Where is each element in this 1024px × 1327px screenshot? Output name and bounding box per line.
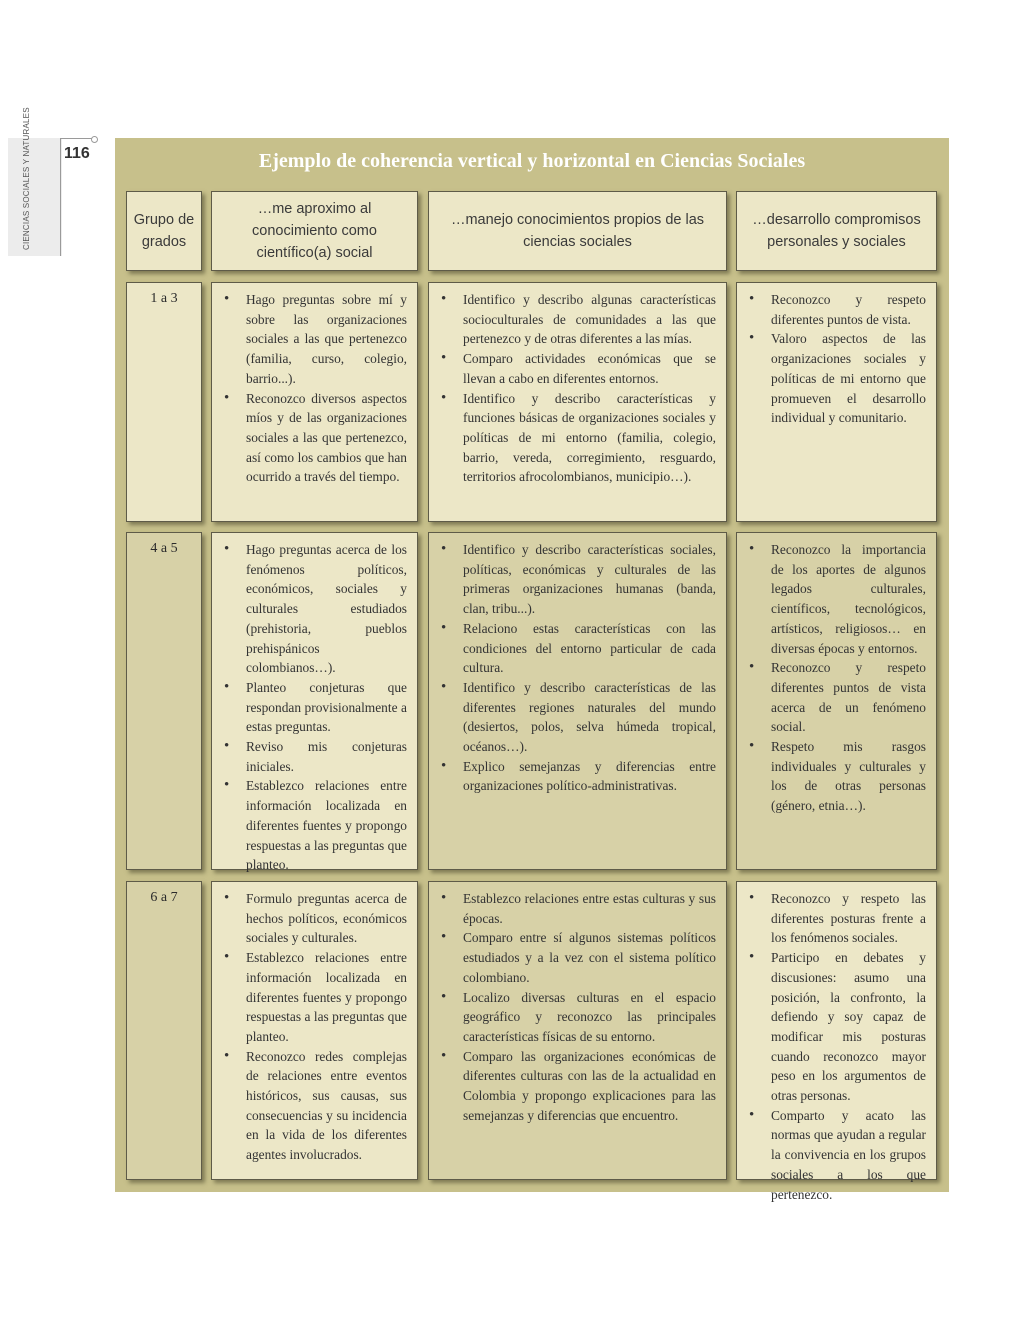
list-item: • Explico semejanzas y diferencias entre organizaciones político-administrativas. [441, 757, 716, 796]
list-item: • Reconozco y respeto diferentes puntos de vista acerca de un fenómeno social. [749, 658, 926, 737]
list-item: • Comparo las organizaciones económicas de diferentes culturas con las de la actualidad en Colombia y propongo explicaciones para las semejanzas y diferencias que encuentro. [441, 1047, 716, 1126]
list-item: • Reconozco y respeto las diferentes posturas frente a los fenómenos sociales. [749, 889, 926, 948]
list-item: • Participo en debates y discusiones: asumo una posición, la confronto, la defiendo y soy capaz de modificar mis posturas cuando reconozco mayor peso en los argumentos de otras personas. [749, 948, 926, 1106]
row1-col2-list [429, 283, 726, 487]
row3-col2-list [429, 882, 726, 1125]
list-item: • Identifico y describo características de las diferentes regiones naturales del mundo (desiertos, polos, selva húmeda tropical, océanos…). [441, 678, 716, 757]
list-item: • Identifico y describo características sociales, políticas, económicas y culturales de las primeras organizaciones humanas (banda, clan, tribu...). [441, 540, 716, 619]
list-item: • Reviso mis conjeturas iniciales. [224, 737, 407, 776]
list-item: • Respeto mis rasgos individuales y culturales y los de otras personas (género, etnia…). [749, 737, 926, 816]
list-item: • Localizo diversas culturas en el espacio geográfico y reconozco las principales características físicas de su entorno. [441, 988, 716, 1047]
list-item: • Identifico y describo algunas características socioculturales de comunidades a las que pertenezco y de otras diferentes a las mías. [441, 290, 716, 349]
side-tab [8, 138, 62, 256]
table-panel [115, 138, 949, 1202]
header-approach-knowledge: …me aproximo al conocimiento como científico(a) social [211, 191, 418, 271]
row2-col1-list [212, 533, 417, 875]
row1-col3-list [737, 283, 936, 428]
list-item: • Establezco relaciones entre información localizada en diferentes fuentes y propongo respuestas a las preguntas que planteo. [224, 776, 407, 875]
grade-cell-1: 1 a 3 [126, 282, 202, 522]
list-item: • Identifico y describo características y funciones básicas de organizaciones sociales y políticas de mi entorno (familia, colegio, barrio, vereda, corregimiento, resguardo, territorios afrocolombianos, municipio…). [441, 389, 716, 488]
grade-cell-2: 4 a 5 [126, 532, 202, 870]
list-item: • Comparo entre sí algunos sistemas políticos estudiados y a la vez con el sistema político colombiano. [441, 928, 716, 987]
row3-col3-cell [736, 881, 937, 1202]
row3-col2-cell [428, 881, 727, 1180]
list-item: • Establezco relaciones entre información localizada en diferentes fuentes y propongo respuestas a las preguntas que planteo. [224, 948, 407, 1047]
page-rule-horizontal [60, 138, 94, 139]
row2-col3-cell [736, 532, 937, 870]
page-number: 116 [64, 145, 90, 162]
page-rule-vertical [60, 138, 61, 256]
list-item: • Reconozco diversos aspectos míos y de las organizaciones sociales a las que pertenezco, así como los cambios que han ocurrido a través del tiempo. [224, 389, 407, 488]
list-item: • Relaciono estas características con las condiciones del entorno particular de cada cultura. [441, 619, 716, 678]
grade-cell-3: 6 a 7 [126, 881, 202, 1180]
list-item: • Hago preguntas sobre mí y sobre las organizaciones sociales a las que pertenezco (familia, curso, colegio, barrio...). [224, 290, 407, 389]
row1-col1-cell [211, 282, 418, 522]
section-label: CIENCIAS SOCIALES Y NATURALES [22, 107, 31, 250]
list-item: • Reconozco redes complejas de relaciones entre eventos históricos, sus causas, sus consecuencias y su incidencia en la vida de los diferentes agentes involucrados. [224, 1047, 407, 1165]
row2-col1-cell [211, 532, 418, 873]
page-rule-dot [91, 136, 98, 143]
list-item: • Reconozco la importancia de los aportes de algunos legados culturales, científicos, tecnológicos, artísticos, religiosos… en diversas épocas y entornos. [749, 540, 926, 658]
row2-col3-list [737, 533, 936, 816]
row2-col2-cell [428, 532, 727, 870]
header-commitments: …desarrollo compromisos personales y sociales [736, 191, 937, 271]
list-item: • Comparo actividades económicas que se llevan a cabo en diferentes entornos. [441, 349, 716, 388]
row1-col2-cell [428, 282, 727, 522]
list-item: • Planteo conjeturas que respondan provisionalmente a estas preguntas. [224, 678, 407, 737]
table-title: Ejemplo de coherencia vertical y horizontal en Ciencias Sociales [258, 150, 806, 172]
row3-col1-list [212, 882, 417, 1165]
list-item: • Formulo preguntas acerca de hechos políticos, económicos sociales y culturales. [224, 889, 407, 948]
header-manage-knowledge: …manejo conocimientos propios de las ciencias sociales [428, 191, 727, 271]
list-item: • Establezco relaciones entre estas culturas y sus épocas. [441, 889, 716, 928]
row3-col1-cell [211, 881, 418, 1180]
list-item: • Reconozco y respeto diferentes puntos de vista. [749, 290, 926, 329]
row1-col3-cell [736, 282, 937, 522]
list-item: • Hago preguntas acerca de los fenómenos políticos, económicos, sociales y culturales estudiados (prehistoria, pueblos prehispánicos colombianos…). [224, 540, 407, 678]
list-item: • Comparto y acato las normas que ayudan a regular la convivencia en los grupos sociales a los que pertenezco. [749, 1106, 926, 1205]
row2-col2-list [429, 533, 726, 796]
row3-col3-list [737, 882, 936, 1204]
row1-col1-list [212, 283, 417, 487]
header-grade-group: Grupo de grados [126, 191, 202, 271]
list-item: • Valoro aspectos de las organizaciones sociales y políticas de mi entorno que promueven el desarrollo individual y comunitario. [749, 329, 926, 428]
